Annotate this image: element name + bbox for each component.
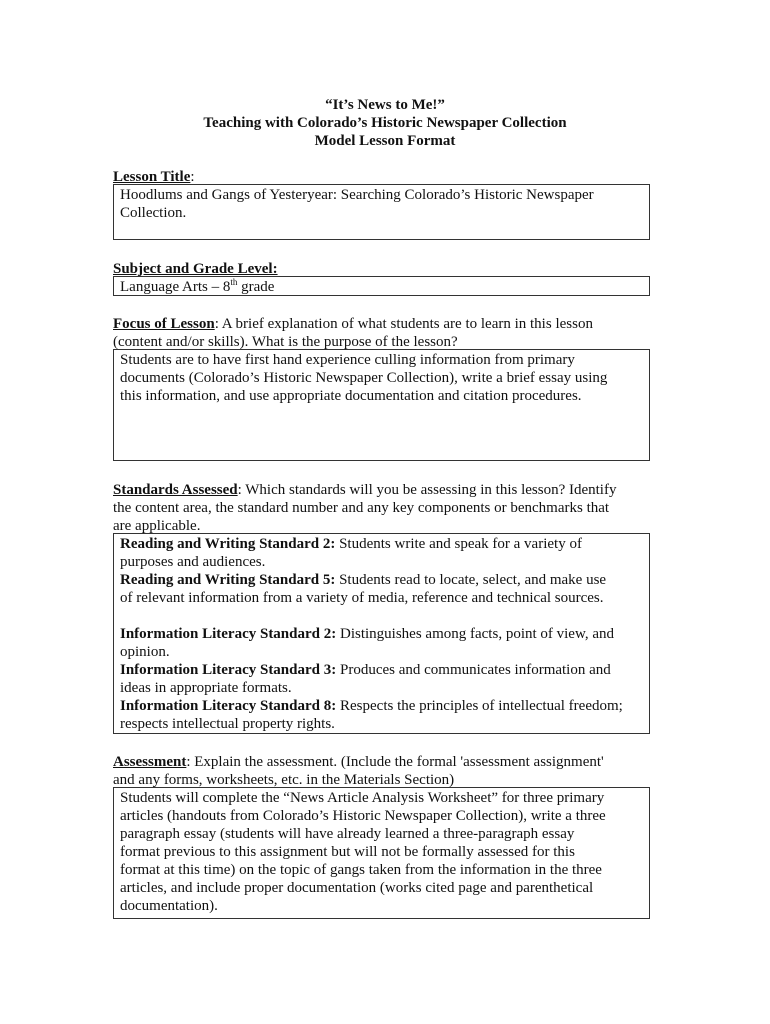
standard-title: Information Literacy Standard 8:: [120, 698, 337, 714]
lesson-title-content-line: Hoodlums and Gangs of Yesteryear: Searching Colorado’s Historic Newspaper: [120, 187, 594, 203]
doc-subtitle: Teaching with Colorado’s Historic Newspaper Collection: [203, 115, 567, 131]
assessment-label: Assessment: [113, 754, 187, 770]
subject-content-text: Language Arts – 8: [120, 279, 231, 295]
standard-text-line2: of relevant information from a variety of media, reference and technical sources.: [120, 590, 604, 606]
lesson-title-box[interactable]: [113, 184, 650, 240]
standards-spacer: [120, 607, 643, 625]
assessment-content-line: documentation).: [120, 898, 218, 914]
standards-prompt-line3: are applicable.: [113, 518, 201, 534]
standard-title: Reading and Writing Standard 5:: [120, 572, 336, 588]
standards-box[interactable]: [113, 533, 650, 734]
assessment-prompt: : Explain the assessment. (Include the formal 'assessment assignment': [186, 754, 604, 770]
standard-item: [120, 625, 643, 643]
focus-label: Focus of Lesson: [113, 316, 215, 332]
standard-text-line2: respects intellectual property rights.: [120, 716, 335, 732]
standards-prompt-line2: the content area, the standard number and any key components or benchmarks that: [113, 500, 610, 516]
standard-text: Students read to locate, select, and make use: [335, 572, 607, 588]
assessment-label-line: [113, 753, 653, 771]
focus-label-line: [113, 315, 653, 333]
standards-label-line: [113, 481, 653, 499]
assessment-content-line: articles (handouts from Colorado’s Historic Newspaper Collection), write a three: [120, 808, 606, 824]
standards-prompt: : Which standards will you be assessing in this lesson? Identify: [237, 482, 617, 498]
standard-text-line2: ideas in appropriate formats.: [120, 680, 292, 696]
focus-box[interactable]: [113, 349, 650, 461]
standard-text: Distinguishes among facts, point of view, and: [336, 626, 614, 642]
standard-text: Respects the principles of intellectual freedom;: [336, 698, 623, 714]
assessment-box[interactable]: [113, 787, 650, 919]
subject-label: Subject and Grade Level:: [113, 261, 278, 277]
subject-content-sup: th: [230, 277, 238, 287]
lesson-title-content-line: Collection.: [120, 205, 187, 221]
standard-text: Produces and communicates information and: [336, 662, 611, 678]
assessment-prompt-line2: and any forms, worksheets, etc. in the Materials Section): [113, 772, 455, 788]
assessment-content-line: articles, and include proper documentation (works cited page and parenthetical: [120, 880, 594, 896]
standard-text-line2: opinion.: [120, 644, 170, 660]
standards-label: Standards Assessed: [113, 482, 238, 498]
assessment-content-line: paragraph essay (students will have already learned a three-paragraph essay: [120, 826, 575, 842]
focus-content-line: this information, and use appropriate documentation and citation procedures.: [120, 388, 582, 404]
lesson-title-label: Lesson Title: [113, 169, 191, 185]
subject-box[interactable]: [113, 276, 650, 296]
doc-format-title: Model Lesson Format: [314, 133, 456, 149]
subject-content-tail: grade: [237, 279, 275, 295]
focus-prompt: : A brief explanation of what students are to learn in this lesson: [214, 316, 593, 332]
focus-content-line: Students are to have first hand experience culling information from primary: [120, 352, 575, 368]
focus-prompt-line2: (content and/or skills). What is the purpose of the lesson?: [113, 334, 458, 350]
doc-title: “It’s News to Me!”: [325, 97, 445, 113]
standard-title: Reading and Writing Standard 2:: [120, 536, 336, 552]
subject-content: [120, 278, 643, 296]
standard-item: [120, 697, 643, 715]
standard-title: Information Literacy Standard 3:: [120, 662, 337, 678]
standard-text-line2: purposes and audiences.: [120, 554, 266, 570]
focus-content-line: documents (Colorado’s Historic Newspaper Collection), write a brief essay using: [120, 370, 608, 386]
standard-item: [120, 661, 643, 679]
standard-item: [120, 571, 643, 589]
assessment-content-line: format at this time) on the topic of gangs taken from the information in the three: [120, 862, 602, 878]
standard-text: Students write and speak for a variety of: [335, 536, 582, 552]
lesson-title-colon: :: [190, 169, 195, 185]
standard-item: [120, 535, 643, 553]
standard-title: Information Literacy Standard 2:: [120, 626, 337, 642]
assessment-content-line: format previous to this assignment but will not be formally assessed for this: [120, 844, 575, 860]
assessment-content-line: Students will complete the “News Article Analysis Worksheet” for three primary: [120, 790, 605, 806]
